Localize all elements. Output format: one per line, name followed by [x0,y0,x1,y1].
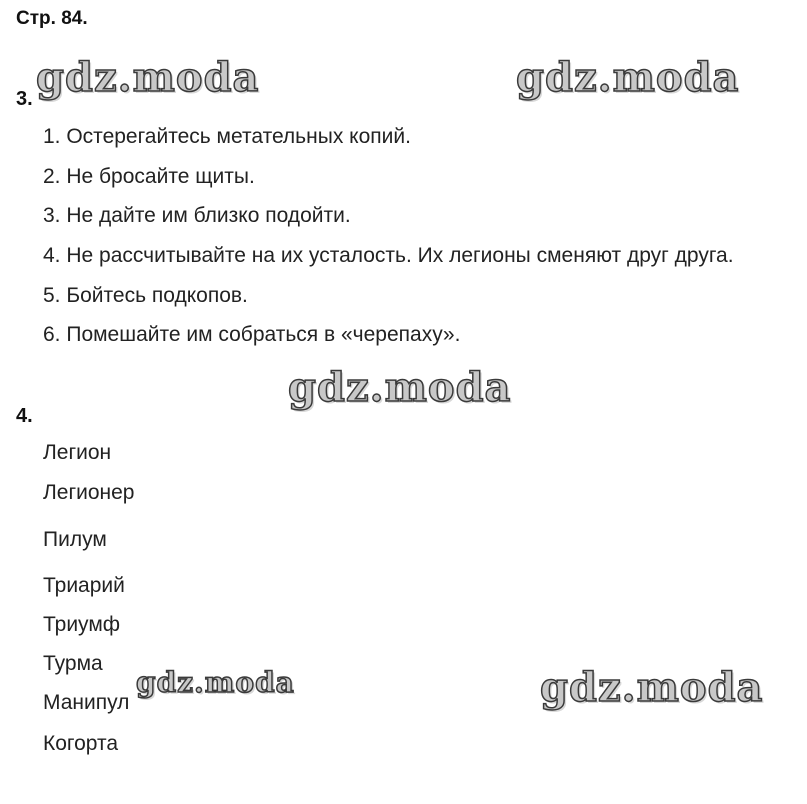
term-item: Триумф [43,613,121,636]
watermark: gdz.moda [36,54,260,101]
answer-line-5: 5. Бойтесь подкопов. [43,284,248,307]
answer-line-6: 6. Помешайте им собраться в «черепаху». [43,323,461,346]
answer-line-1: 1. Остерегайтесь метательных копий. [43,125,411,148]
term-item: Легионер [43,481,135,504]
term-item: Когорта [43,732,119,755]
term-item: Триарий [43,574,125,597]
term-item: Пилум [43,528,107,551]
watermark: gdz.moda [136,666,295,699]
page-header: Стр. 84. [16,8,88,29]
task-3-number: 3. [16,88,33,110]
term-item: Турма [43,652,103,675]
term-item: Легион [43,441,112,464]
watermark: gdz.moda [516,54,740,101]
answer-line-3: 3. Не дайте им близко подойти. [43,204,351,227]
watermark: gdz.moda [540,664,764,711]
answer-line-4: 4. Не рассчитывайте на их усталость. Их легионы сменяют друг друга. [43,244,734,267]
task-4-number: 4. [16,405,33,427]
term-item: Манипул [43,691,130,714]
answer-line-2: 2. Не бросайте щиты. [43,165,255,188]
watermark: gdz.moda [288,364,512,411]
